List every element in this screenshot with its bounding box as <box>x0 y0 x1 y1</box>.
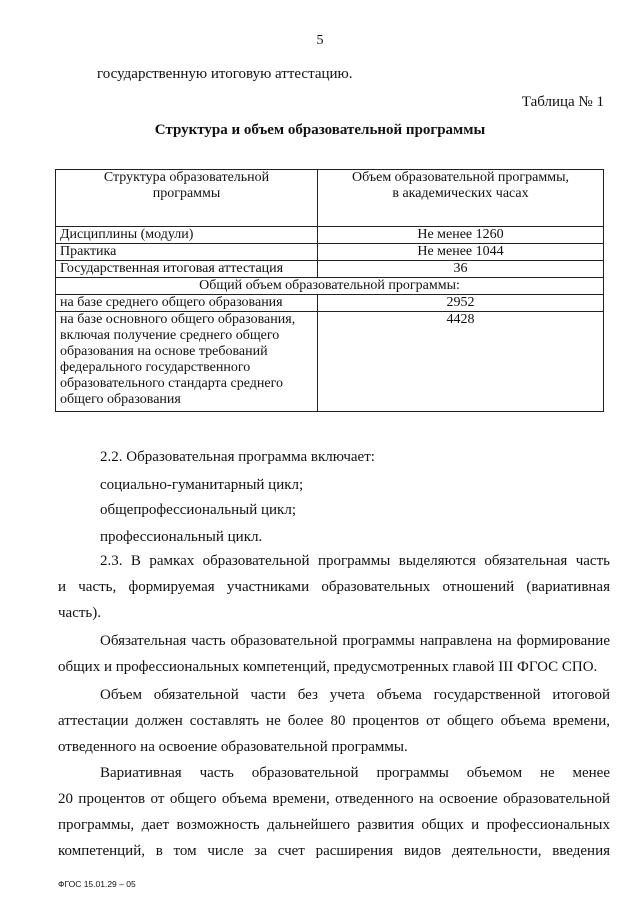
table-row <box>56 261 604 278</box>
table-span-row <box>56 278 604 295</box>
table-row <box>56 244 604 261</box>
document-code-footer: ФГОС 15.01.29 – 05 <box>58 879 136 889</box>
row-value-cell: Не менее 1260 <box>318 227 604 244</box>
row-label-cell: Государственная итоговая аттестация <box>56 261 318 278</box>
header-volume-line2: в академических часах <box>392 186 529 201</box>
paragraph-line: программы, дает возможность дальнейшего развития общих и профессиональных <box>58 817 610 833</box>
row-value-cell: Не менее 1044 <box>318 244 604 261</box>
list-item: социально-гуманитарный цикл; <box>100 477 304 493</box>
row-value-cell: 2952 <box>318 295 604 312</box>
total-volume-heading: Общий объем образовательной программы: <box>56 278 604 295</box>
paragraph-line: общих и профессиональных компетенций, предусмотренных главой III ФГОС СПО. <box>58 659 598 675</box>
continued-text-line: государственную итоговую аттестацию. <box>97 66 353 82</box>
paragraph-line: аттестации должен составлять не более 80 процентов от общего объема времени, <box>58 713 610 729</box>
table-row <box>56 227 604 244</box>
row-label-cell: на базе среднего общего образования <box>56 295 318 312</box>
list-item: общепрофессиональный цикл; <box>100 502 296 518</box>
program-structure-table <box>55 169 604 412</box>
table-label: Таблица № 1 <box>521 94 604 110</box>
header-volume-line1: Объем образовательной программы, <box>351 170 570 185</box>
paragraph-line: 20 процентов от общего объема времени, отведенного на освоение образовательной <box>58 791 610 807</box>
table-row <box>56 312 604 412</box>
paragraph-2-3-line: и часть, формируемая участниками образовательных отношений (вариативная <box>58 579 610 595</box>
paragraph-line: компетенций, в том числе за счет расширения видов деятельности, введения <box>58 843 610 859</box>
row-label-cell: Практика <box>56 244 318 261</box>
page-number: 5 <box>316 33 324 48</box>
header-structure-line1: Структура образовательной <box>103 170 270 185</box>
header-structure-cell <box>56 170 318 227</box>
paragraph-line: Обязательная часть образовательной программы направлена на формирование <box>100 633 610 649</box>
paragraph-2-3-line: часть). <box>58 605 102 621</box>
row-label-cell: Дисциплины (модули) <box>56 227 318 244</box>
table-header-row <box>56 170 604 227</box>
list-item: профессиональный цикл. <box>100 529 263 545</box>
header-structure-line2: программы <box>152 186 221 201</box>
header-volume-cell <box>318 170 604 227</box>
row-value-cell: 4428 <box>318 312 604 412</box>
row-value-cell: 36 <box>318 261 604 278</box>
paragraph-line: Объем обязательной части без учета объема государственной итоговой <box>100 687 610 703</box>
row-label-cell: на базе основного общего образования, включая получение среднего общего образования на основе требований федерального государственного образовательного стандарта среднего общего образования <box>56 312 318 412</box>
paragraph-2-3-line: 2.3. В рамках образовательной программы выделяются обязательная часть <box>100 553 610 569</box>
paragraph-line: Вариативная часть образовательной программы объемом не менее <box>100 765 610 781</box>
paragraph-line: отведенного на освоение образовательной программы. <box>58 739 408 755</box>
section-2-2-heading: 2.2. Образовательная программа включает: <box>100 449 375 465</box>
table-row <box>56 295 604 312</box>
table-title: Структура и объем образовательной программы <box>154 122 486 138</box>
